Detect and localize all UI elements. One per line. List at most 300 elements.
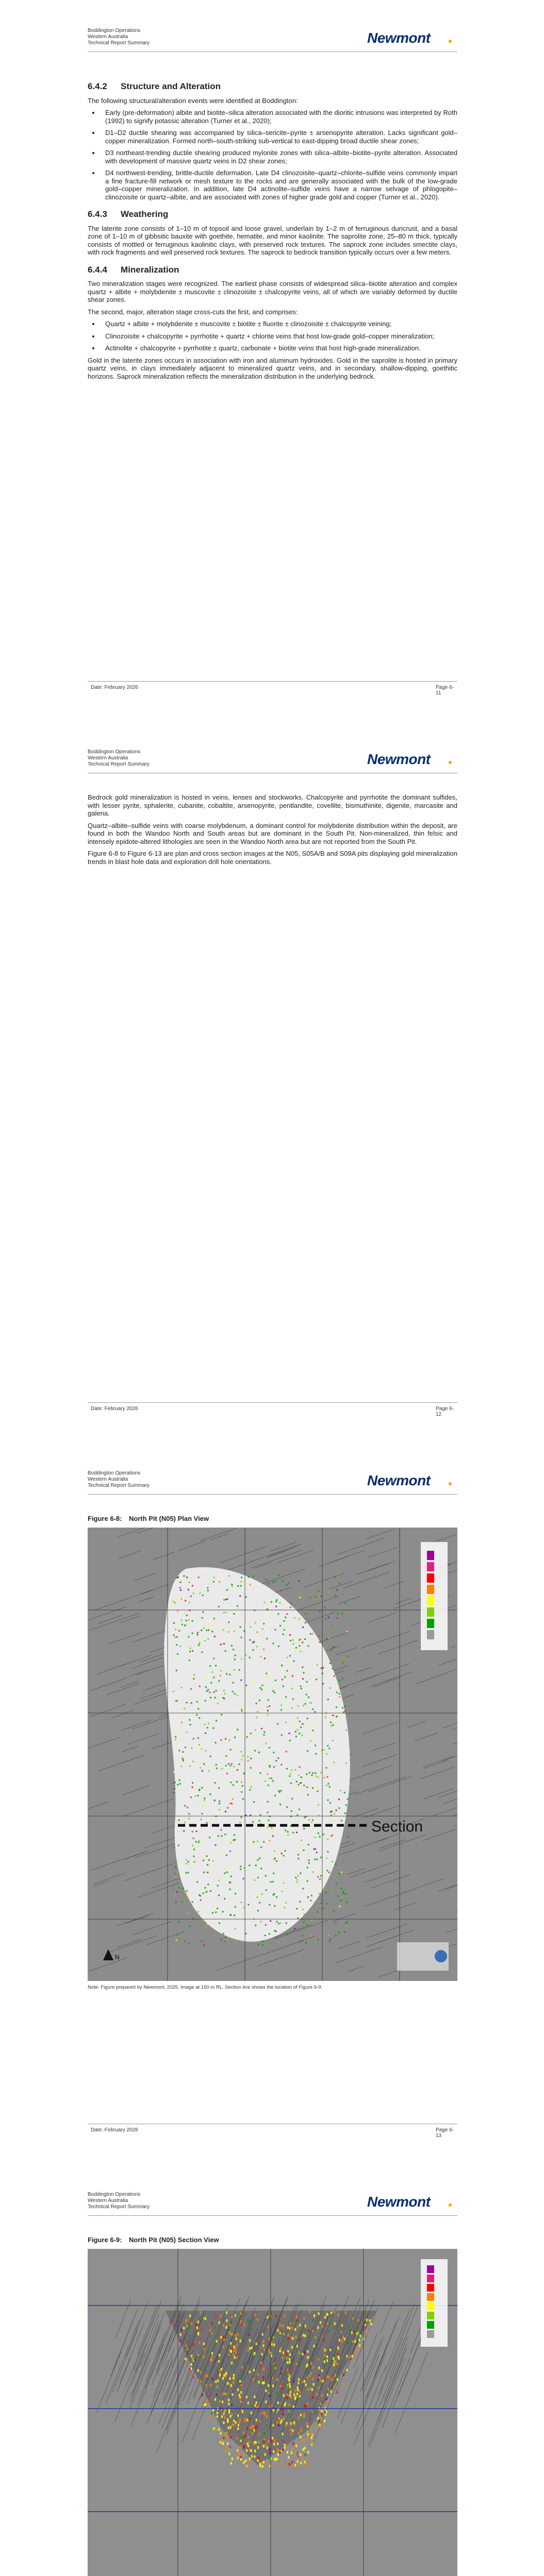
blast-hole	[330, 1889, 332, 1891]
blast-hole	[214, 2311, 216, 2313]
blast-hole	[352, 2317, 354, 2320]
blast-hole	[327, 1851, 328, 1853]
blast-hole	[287, 1670, 288, 1671]
blast-hole	[314, 2314, 315, 2317]
blast-hole	[185, 2320, 187, 2323]
blast-hole	[347, 2342, 349, 2344]
blast-hole	[208, 1859, 210, 1861]
blast-hole	[307, 1896, 309, 1898]
blast-hole	[205, 2384, 207, 2387]
blast-hole	[265, 1781, 266, 1782]
blast-hole	[234, 1796, 235, 1798]
blast-hole	[243, 2446, 244, 2448]
blast-hole	[221, 1768, 223, 1769]
blast-hole	[327, 2313, 328, 2316]
blast-hole	[349, 2330, 351, 2332]
blast-hole	[323, 1777, 325, 1778]
blast-hole	[253, 2378, 254, 2381]
blast-hole	[259, 1700, 260, 1701]
blast-hole	[315, 1596, 317, 1598]
blast-hole	[269, 2448, 270, 2451]
blast-hole	[241, 1710, 242, 1711]
blast-hole	[309, 1597, 311, 1598]
blast-hole	[232, 2458, 233, 2460]
blast-hole	[356, 2348, 358, 2350]
blast-hole	[246, 1736, 248, 1738]
blast-hole	[176, 1599, 177, 1600]
blast-hole	[262, 1944, 263, 1945]
blast-hole	[248, 1576, 250, 1578]
blast-hole	[293, 2380, 294, 2383]
blast-hole	[239, 1595, 241, 1597]
blast-hole	[187, 2355, 188, 2358]
blast-hole	[216, 2340, 218, 2343]
blast-hole	[304, 2461, 306, 2463]
page-6-14	[0, 2164, 544, 2576]
paragraph: Quartz–albite–sulfide veins with coarse molybdenum, a dominant control for molybdenite distribution within the deposit, are found in both the Wandoo North and South areas but are dominant in the South Pit. Non-mineralized, thin felsic and intensely epidote-altered lithologies are seen in the Wandoo North area but are not reported from the South Pit.	[88, 821, 457, 845]
blast-hole	[300, 1651, 301, 1652]
blast-hole	[205, 1686, 207, 1688]
blast-hole	[220, 2432, 221, 2435]
blast-hole	[183, 1900, 185, 1902]
blast-hole	[344, 1931, 345, 1933]
logo-dot	[449, 2204, 452, 2207]
blast-hole	[329, 1786, 331, 1788]
blast-hole	[218, 1879, 220, 1881]
blast-hole	[232, 2424, 233, 2426]
blast-hole	[306, 1773, 307, 1775]
blast-hole	[308, 1726, 310, 1728]
blast-hole	[310, 1934, 311, 1935]
blast-hole	[317, 2327, 319, 2329]
blast-hole	[304, 2447, 306, 2449]
blast-hole	[302, 2459, 303, 2461]
blast-hole	[217, 1703, 219, 1704]
blast-hole	[240, 1866, 241, 1867]
blast-hole	[232, 2333, 233, 2335]
blast-hole	[181, 1722, 183, 1723]
blast-hole	[314, 2411, 316, 2414]
blast-hole	[289, 2327, 290, 2330]
blast-hole	[310, 1702, 311, 1703]
blast-hole	[196, 1831, 197, 1832]
legend-swatch	[427, 2293, 434, 2301]
paragraph: The second, major, alteration stage cross-cuts the first, and comprises:	[88, 308, 298, 316]
blast-hole	[265, 2389, 267, 2392]
blast-hole	[175, 1629, 176, 1630]
blast-hole	[263, 2382, 265, 2384]
blast-hole	[251, 2455, 253, 2458]
page-body	[88, 793, 457, 870]
blast-hole	[197, 2353, 199, 2356]
blast-hole	[275, 1606, 277, 1607]
blast-hole	[234, 1737, 236, 1738]
blast-hole	[193, 1678, 194, 1680]
blast-hole	[263, 2348, 265, 2351]
blast-hole	[263, 1734, 265, 1736]
blast-hole	[307, 1645, 309, 1647]
blast-hole	[215, 1911, 217, 1913]
blast-hole	[228, 2349, 230, 2351]
blast-hole	[288, 2377, 289, 2380]
blast-hole	[283, 2333, 285, 2335]
blast-hole	[234, 1839, 236, 1840]
blast-hole	[242, 2410, 243, 2413]
blast-hole	[287, 2397, 288, 2399]
blast-hole	[345, 1893, 347, 1895]
blast-hole	[173, 1691, 174, 1692]
blast-hole	[219, 1809, 220, 1810]
blast-hole	[225, 2375, 226, 2378]
blast-hole	[176, 1940, 177, 1941]
blast-hole	[341, 1872, 342, 1873]
blast-hole	[249, 1865, 250, 1866]
blast-hole	[328, 1591, 329, 1593]
blast-hole	[315, 1886, 316, 1887]
blast-hole	[245, 1596, 246, 1598]
blast-hole	[179, 1783, 181, 1785]
blast-hole	[193, 1849, 195, 1850]
blast-hole	[280, 1790, 282, 1791]
blast-hole	[259, 2420, 261, 2422]
blast-hole	[289, 2353, 291, 2356]
blast-hole	[240, 1869, 241, 1870]
blast-hole	[312, 1708, 314, 1710]
blast-hole	[188, 1813, 190, 1815]
blast-hole	[245, 2465, 246, 2467]
blast-hole	[234, 1914, 235, 1916]
blast-hole	[280, 1922, 282, 1924]
page-6-12	[0, 721, 544, 1417]
blast-hole	[360, 2345, 361, 2348]
blast-hole	[324, 1876, 325, 1877]
blast-hole	[333, 1646, 335, 1648]
blast-hole	[318, 1893, 320, 1894]
blast-hole	[306, 2377, 308, 2379]
blast-hole	[209, 2329, 211, 2331]
blast-hole	[283, 1620, 285, 1622]
blast-hole	[209, 1793, 211, 1795]
blast-hole	[326, 1870, 328, 1871]
blast-hole	[229, 1888, 230, 1890]
blast-hole	[223, 2338, 225, 2341]
blast-hole	[233, 2424, 235, 2426]
blast-hole	[241, 1781, 242, 1783]
blast-hole	[324, 2361, 325, 2363]
blast-hole	[303, 2413, 305, 2415]
blast-hole	[326, 1785, 327, 1786]
blast-hole	[294, 2453, 296, 2456]
blast-hole	[233, 1766, 235, 1767]
blast-hole	[189, 1582, 190, 1583]
blast-hole	[296, 1781, 298, 1783]
blast-hole	[268, 2457, 270, 2460]
blast-hole	[193, 2377, 194, 2379]
blast-hole	[178, 1921, 179, 1923]
blast-hole	[263, 1841, 265, 1843]
blast-hole	[300, 1685, 302, 1687]
blast-hole	[300, 2414, 302, 2416]
blast-hole	[177, 1784, 178, 1786]
blast-hole	[229, 2378, 231, 2380]
blast-hole	[206, 1890, 208, 1892]
list-item: • Early (pre-deformation) albite and biotite–silica alteration associated with the dioritic intrusions was interpreted by Roth (1992) to signify potassic alteration (Turner et al., 2020);	[100, 109, 457, 125]
blast-hole	[329, 1663, 331, 1664]
blast-hole	[315, 2336, 316, 2339]
blast-hole	[234, 2349, 235, 2352]
blast-hole	[304, 2317, 305, 2320]
blast-hole	[243, 2324, 245, 2326]
blast-hole	[341, 2324, 343, 2327]
page-header	[88, 1463, 457, 1495]
blast-hole	[319, 1611, 321, 1612]
blast-hole	[224, 2449, 226, 2452]
blast-hole	[306, 2457, 308, 2460]
blast-hole	[281, 2419, 283, 2422]
blast-hole	[241, 2446, 243, 2449]
blast-hole	[169, 2321, 171, 2324]
blast-hole	[263, 1731, 265, 1733]
blast-hole	[289, 1775, 290, 1777]
blast-hole	[276, 1921, 277, 1923]
blast-hole	[296, 2316, 298, 2318]
blast-hole	[321, 2410, 323, 2413]
blast-hole	[327, 1699, 328, 1701]
blast-hole	[273, 1872, 274, 1874]
blast-hole	[339, 1906, 340, 1907]
blast-hole	[326, 1753, 327, 1755]
blast-hole	[281, 1764, 283, 1766]
blast-hole	[207, 1727, 208, 1728]
blast-hole	[173, 1579, 175, 1581]
blast-hole	[259, 1687, 261, 1689]
blast-hole	[220, 1739, 222, 1741]
blast-hole	[304, 2351, 306, 2354]
blast-hole	[284, 2447, 286, 2449]
blast-hole	[257, 2318, 258, 2321]
blast-hole	[212, 1906, 214, 1907]
blast-hole	[322, 1916, 324, 1917]
blast-hole	[291, 1810, 292, 1812]
blast-hole	[184, 1822, 186, 1823]
blast-hole	[327, 1783, 329, 1785]
blast-hole	[176, 1670, 177, 1671]
blast-hole	[281, 2331, 282, 2333]
blast-hole	[327, 1800, 329, 1801]
blast-hole	[216, 1768, 218, 1769]
blast-hole	[294, 1617, 295, 1619]
blast-hole	[300, 2453, 301, 2456]
blast-hole	[228, 1763, 229, 1765]
blast-hole	[204, 1887, 206, 1889]
blast-hole	[268, 1785, 269, 1786]
blast-hole	[240, 2456, 242, 2459]
blast-hole	[317, 1911, 318, 1913]
blast-hole	[276, 2421, 278, 2424]
blast-hole	[220, 1670, 222, 1672]
blast-hole	[173, 1601, 174, 1602]
blast-hole	[228, 1621, 229, 1623]
blast-hole	[258, 1944, 259, 1945]
blast-hole	[332, 1724, 334, 1726]
blast-hole	[190, 1797, 192, 1798]
blast-hole	[208, 2403, 210, 2405]
blast-hole	[240, 2439, 242, 2442]
blast-hole	[205, 1732, 206, 1734]
blast-hole	[196, 1701, 198, 1703]
blast-hole	[176, 1872, 177, 1873]
blast-hole	[215, 2398, 216, 2401]
blast-hole	[235, 2347, 236, 2350]
blast-hole	[192, 1845, 193, 1846]
blast-hole	[249, 2339, 251, 2342]
blast-hole	[262, 2376, 264, 2379]
logo-dot	[449, 40, 452, 43]
blast-hole	[193, 2344, 194, 2346]
blast-hole	[310, 1936, 312, 1937]
blast-hole	[347, 1836, 349, 1837]
blast-hole	[296, 1908, 298, 1909]
blast-hole	[284, 2404, 286, 2406]
blast-hole	[221, 1714, 222, 1716]
blast-hole	[189, 2334, 190, 2337]
blast-hole	[319, 1836, 321, 1838]
blast-hole	[310, 1740, 311, 1742]
blast-hole	[295, 2389, 296, 2392]
blast-hole	[324, 2332, 325, 2334]
blast-hole	[196, 2327, 198, 2329]
blast-hole	[184, 2333, 186, 2336]
blast-hole	[306, 1787, 308, 1788]
blast-hole	[202, 1595, 204, 1596]
section-heading-6-4-2	[88, 82, 457, 91]
blast-hole	[293, 2394, 295, 2396]
blast-hole	[217, 1885, 219, 1887]
blast-hole	[202, 1770, 203, 1772]
blast-hole	[341, 1888, 342, 1889]
blast-hole	[333, 2357, 334, 2360]
blast-hole	[262, 2412, 263, 2414]
blast-hole	[296, 2319, 298, 2321]
blast-hole	[283, 1882, 285, 1884]
blast-hole	[271, 2439, 273, 2442]
blast-hole	[259, 1857, 260, 1859]
blast-hole	[262, 2465, 263, 2468]
blast-hole	[329, 1687, 331, 1689]
blast-hole	[312, 1772, 314, 1774]
blast-hole	[185, 1612, 186, 1614]
blast-hole	[203, 1859, 204, 1861]
blast-hole	[315, 1744, 316, 1746]
blast-hole	[188, 1636, 189, 1638]
blast-hole	[314, 1859, 316, 1860]
blast-hole	[220, 2315, 222, 2317]
blast-hole	[173, 1634, 175, 1636]
blast-hole	[173, 1622, 175, 1624]
blast-hole	[298, 1858, 299, 1859]
blast-hole	[204, 1798, 205, 1799]
legend-swatch	[427, 1619, 434, 1628]
blast-hole	[338, 1807, 340, 1809]
blast-hole	[232, 1585, 233, 1587]
blast-hole	[296, 2363, 298, 2365]
blast-hole	[193, 1592, 194, 1594]
blast-hole	[354, 2331, 355, 2333]
blast-hole	[328, 2376, 329, 2378]
blast-hole	[303, 2415, 305, 2418]
blast-hole	[187, 1807, 188, 1808]
blast-hole	[190, 1648, 191, 1649]
blast-hole	[266, 1579, 267, 1581]
blast-hole	[317, 1786, 318, 1788]
blast-hole	[304, 1817, 305, 1818]
blast-hole	[296, 1832, 298, 1833]
blast-hole	[333, 1910, 335, 1911]
blast-hole	[328, 1637, 330, 1639]
blast-hole	[308, 2330, 309, 2332]
newmont-logo	[367, 751, 457, 769]
blast-hole	[348, 1655, 349, 1657]
blast-hole	[267, 2447, 268, 2449]
blast-hole	[229, 2446, 231, 2448]
blast-hole	[291, 1707, 292, 1709]
blast-hole	[225, 1612, 227, 1613]
blast-hole	[305, 1613, 307, 1614]
blast-hole	[230, 1749, 232, 1751]
blast-hole	[252, 2426, 253, 2428]
blast-hole	[323, 1908, 324, 1909]
blast-hole	[216, 1764, 217, 1766]
blast-hole	[319, 1641, 321, 1643]
blast-hole	[327, 2394, 328, 2396]
header-line-1: Boddington Operations	[88, 28, 141, 33]
blast-hole	[225, 1755, 227, 1757]
header-text	[88, 2192, 150, 2210]
blast-hole	[329, 1940, 331, 1942]
blast-hole	[237, 2388, 239, 2391]
blast-hole	[280, 1590, 282, 1591]
north-label: N	[115, 1954, 120, 1961]
blast-hole	[185, 1747, 186, 1748]
blast-hole	[255, 2404, 256, 2406]
page-6-13	[0, 1443, 544, 2139]
blast-hole	[264, 1658, 266, 1659]
blast-hole	[308, 1844, 309, 1845]
blast-hole	[210, 2384, 211, 2386]
blast-hole	[183, 1830, 185, 1832]
blast-hole	[197, 2369, 199, 2372]
blast-hole	[260, 2362, 262, 2364]
blast-hole	[245, 2460, 246, 2462]
blast-hole	[202, 1805, 203, 1806]
blast-hole	[261, 2353, 263, 2355]
list-item: • D1–D2 ductile shearing was accompanied by silica–sericite–pyrite ± arsenopyrite alteration. Lacks significant gold–copper mineralization. Formed north–south-striking sub-vertical to east-dipping broad ductile shear zones;	[100, 129, 457, 145]
page-number: Page 6-13	[436, 2127, 454, 2139]
blast-hole	[274, 1851, 275, 1852]
blast-hole	[191, 2354, 192, 2357]
blast-hole	[225, 2372, 227, 2375]
blast-hole	[343, 1892, 344, 1894]
blast-hole	[258, 1752, 260, 1753]
blast-hole	[218, 1680, 220, 1682]
blast-hole	[297, 2386, 299, 2389]
blast-hole	[334, 1813, 335, 1815]
blast-hole	[289, 1655, 291, 1656]
blast-hole	[201, 1940, 203, 1942]
blast-hole	[189, 2368, 191, 2370]
blast-hole	[268, 2337, 270, 2340]
blast-hole	[256, 1632, 258, 1633]
